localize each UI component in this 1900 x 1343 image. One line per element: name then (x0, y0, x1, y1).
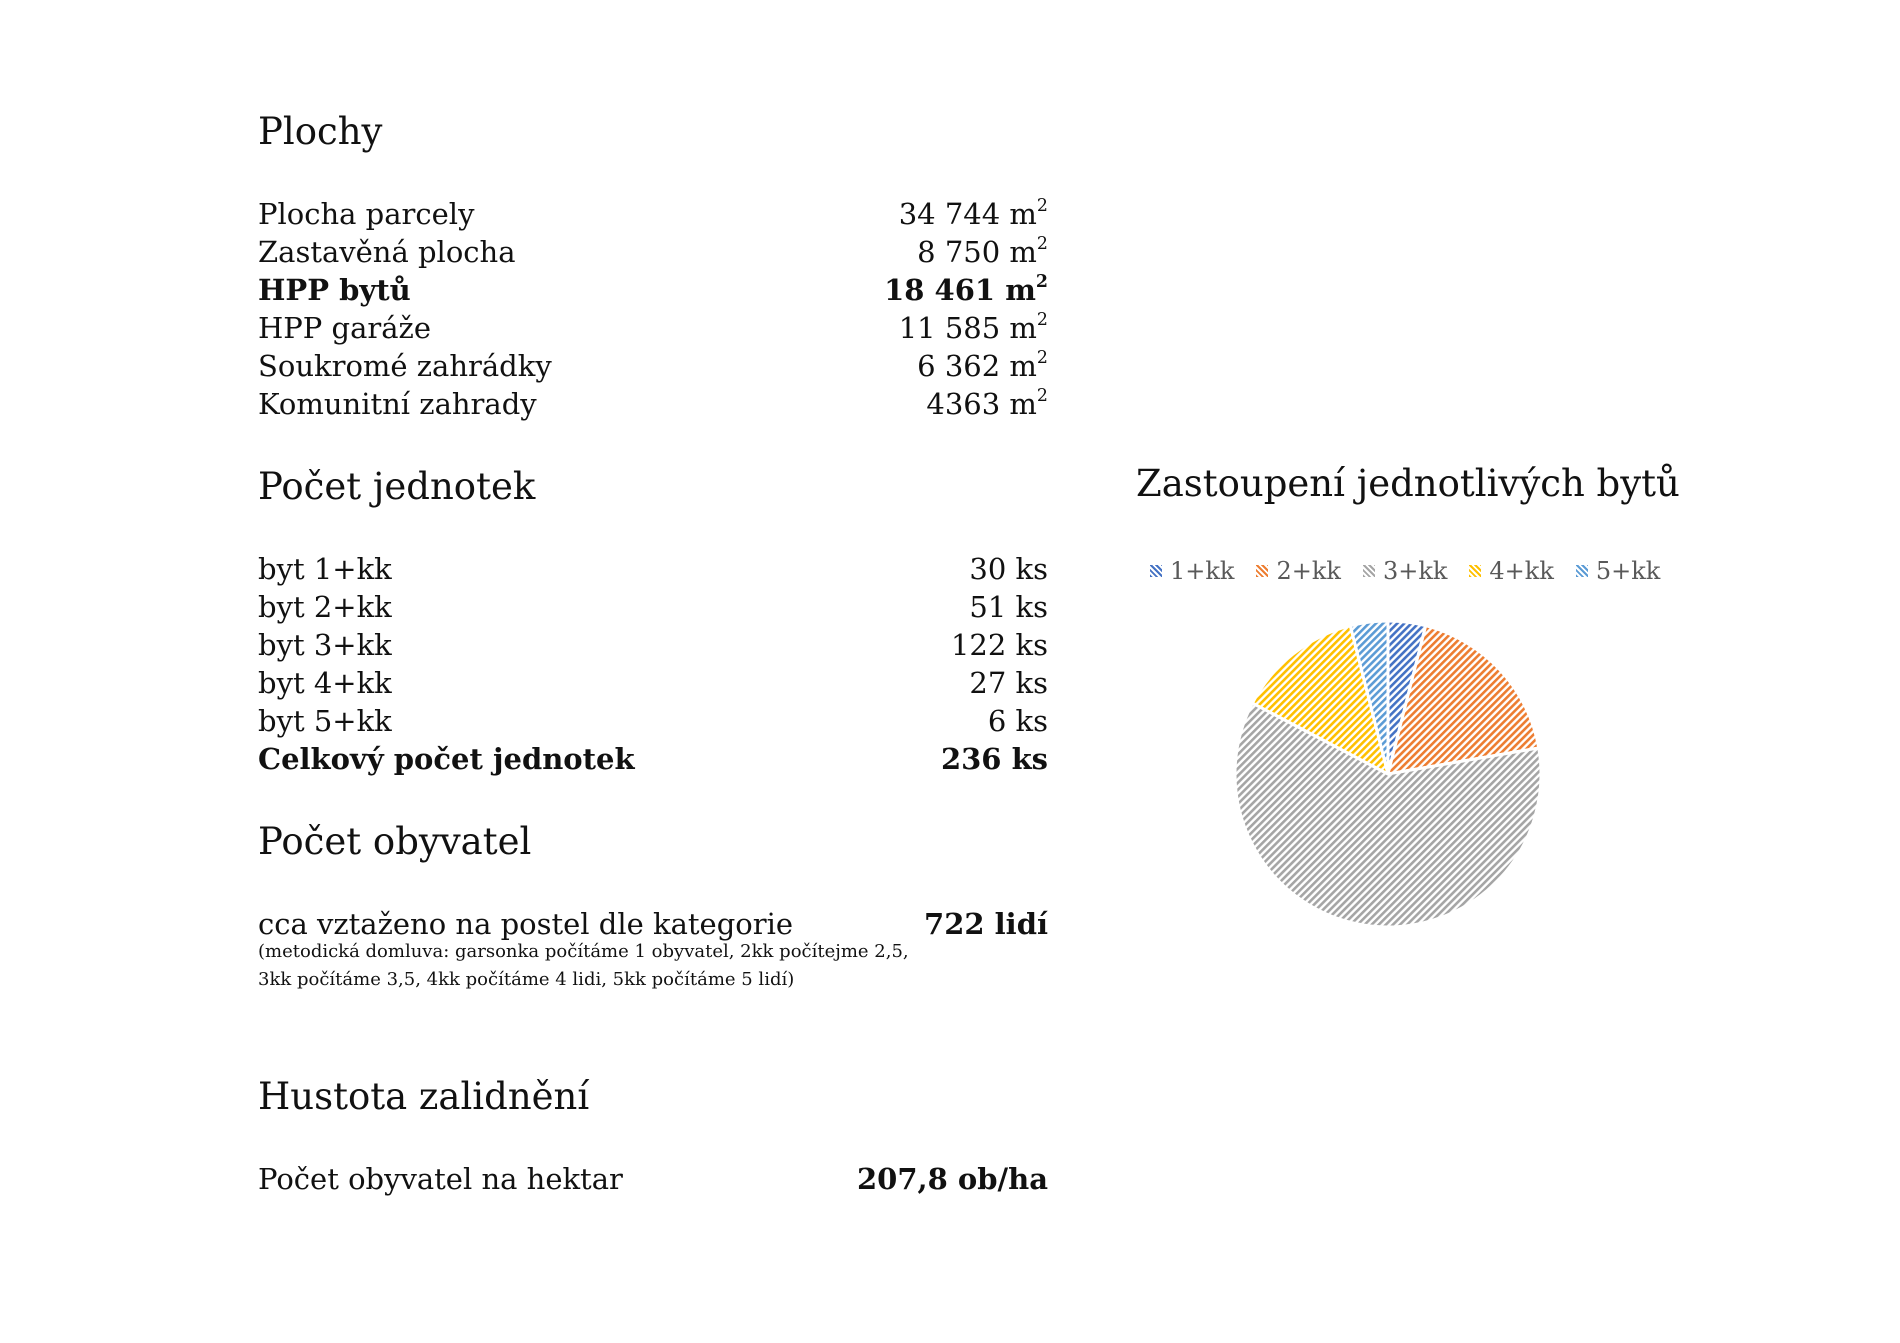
plochy-row (258, 233, 1048, 271)
row-value: 18 461 $m^2$ (884, 271, 1048, 307)
row-value: 27 ks (969, 666, 1048, 700)
row-value: 207,8 ob/ha (857, 1162, 1048, 1196)
row-label: Plocha parcely (258, 197, 475, 231)
plochy-row (258, 195, 1048, 233)
legend-swatch (1150, 565, 1162, 577)
row-label: Celkový počet jednotek (258, 742, 635, 776)
row-value: 236 ks (940, 742, 1048, 776)
row-label: HPP garáže (258, 311, 431, 345)
row-value: 34 744 $m^2$ (898, 195, 1048, 231)
plochy-row (258, 309, 1048, 347)
chart-legend (1150, 556, 1660, 586)
row-value: 51 ks (969, 590, 1048, 624)
row-label: byt 1+kk (258, 552, 392, 586)
methodology-note (258, 938, 938, 994)
legend-item-3+kk (1363, 556, 1447, 586)
hustota-heading: Hustota zalidnění (258, 1075, 590, 1118)
legend-label: 2+kk (1276, 557, 1341, 585)
obyvatele-heading: Počet obyvatel (258, 820, 532, 863)
legend-item-5+kk (1576, 556, 1660, 586)
jednotky-row (258, 550, 1048, 588)
row-value: 6 ks (987, 704, 1048, 738)
jednotky-heading: Počet jednotek (258, 465, 536, 508)
jednotky-row (258, 588, 1048, 626)
legend-label: 5+kk (1595, 557, 1661, 585)
jednotky-row (258, 626, 1048, 664)
plochy-row (258, 347, 1048, 385)
row-value: 8 750 $m^2$ (917, 233, 1048, 269)
note-line: (metodická domluva: garsonka počítáme 1 obyvatel, 2kk počítejme 2,5, (258, 941, 909, 962)
row-label: HPP bytů (258, 273, 411, 307)
row-label: byt 4+kk (258, 666, 392, 700)
jednotky-row (258, 702, 1048, 740)
legend-label: 4+kk (1489, 557, 1554, 585)
row-value: 4363 $m^2$ (926, 385, 1048, 421)
legend-item-2+kk (1256, 556, 1340, 586)
row-label: byt 5+kk (258, 704, 392, 738)
legend-label: 1+kk (1170, 557, 1235, 585)
legend-swatch (1363, 565, 1375, 577)
row-value: 6 362 $m^2$ (917, 347, 1048, 383)
row-label: byt 3+kk (258, 628, 392, 662)
row-label: Soukromé zahrádky (258, 349, 552, 383)
legend-swatch (1469, 565, 1481, 577)
note-line: 3kk počítáme 3,5, 4kk počítáme 4 lidi, 5kk počítáme 5 lidí) (258, 969, 795, 990)
jednotky-total-row (258, 740, 1048, 778)
legend-item-1+kk (1150, 556, 1234, 586)
chart-title: Zastoupení jednotlivých bytů (1136, 462, 1680, 505)
legend-swatch (1256, 565, 1268, 577)
row-value: 122 ks (950, 628, 1048, 662)
row-label: cca vztaženo na postel dle kategorie (258, 907, 794, 941)
row-label: Komunitní zahrady (258, 387, 537, 421)
row-label: byt 2+kk (258, 590, 392, 624)
legend-swatch (1576, 565, 1588, 577)
hustota-row (258, 1160, 1048, 1198)
row-label: Počet obyvatel na hektar (258, 1162, 623, 1196)
plochy-heading: Plochy (258, 110, 383, 153)
plochy-row-hpp-bytu (258, 271, 1048, 309)
row-value: 30 ks (969, 552, 1048, 586)
row-value: 722 lidí (924, 907, 1048, 941)
jednotky-row (258, 664, 1048, 702)
row-value: 11 585 $m^2$ (898, 309, 1048, 345)
legend-label: 3+kk (1382, 557, 1448, 585)
legend-item-4+kk (1469, 556, 1553, 586)
plochy-row (258, 385, 1048, 423)
row-label: Zastavěná plocha (258, 235, 516, 269)
pie-chart (1228, 614, 1548, 934)
